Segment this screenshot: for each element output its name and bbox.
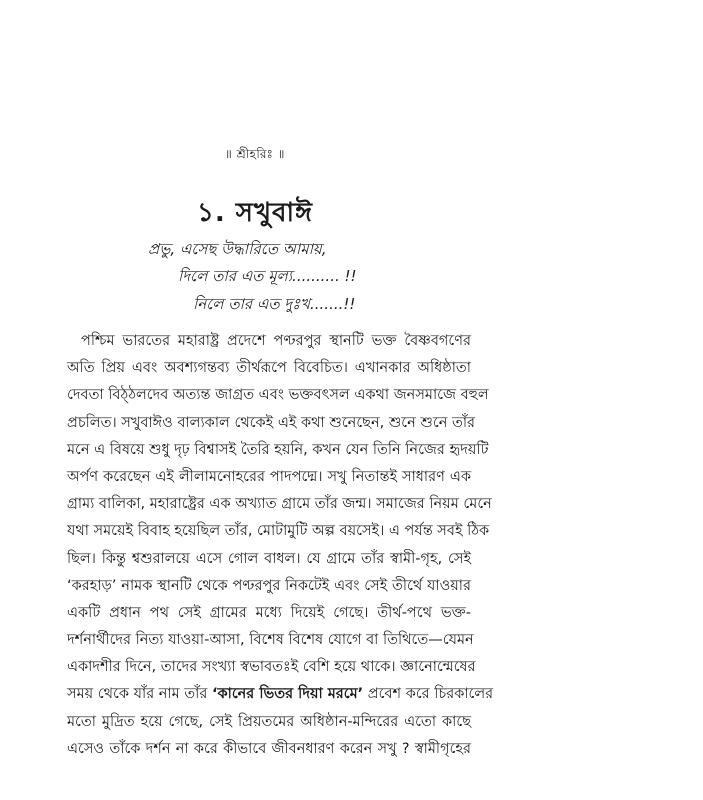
paragraph-line: একাদশীর দিনে, তাদের সংখ্যা স্বভাবতঃই বেশি হয়ে থাকে। জ্ঞানোন্মেষের [67,659,476,676]
invocation-heading: ॥ শ্রীহরিঃ ॥ [225,147,285,161]
paragraph-line: দর্শনার্থীদের নিত্য যাওয়া-আসা, বিশেষ বিশেষ যোগে বা তিথিতে—যেমন [67,632,474,649]
paragraph-line: গ্রাম্য বালিকা, মহারাষ্ট্রের এক অখ্যাত গ্রামে তাঁর জন্ম। সমাজের নিয়ম মেনে [67,496,492,513]
paragraph-line: দেবতা বিঠ্‌ঠলদেব অত্যন্ত জাগ্রত এবং ভক্তবৎসল একথা জনসমাজে বহুল [67,387,489,404]
line-lead: সময় থেকে যাঁর নাম তাঁর [67,686,212,703]
line-tail: প্রবেশ করে চিরকালের [363,686,494,703]
paragraph-line: অর্পণ করেছেন এই লীলামনোহরের পাদপদ্মে। সখু নিতান্তই সাধারণ এক [67,468,471,485]
paragraph-line: মনে এ বিষয়ে শুধু দৃঢ় বিশ্বাসই তৈরি হয়নি, কখন যেন তিনি নিজের হৃদয়টি [67,441,489,458]
paragraph-line: মতো মুদ্রিত হয়ে গেছে, সেই প্রিয়তমের অধিষ্ঠান-মন্দিরের এতো কাছে [67,713,471,730]
paragraph-line: এসেও তাঁকে দর্শন না করে কীভাবে জীবনধারণ করেন সখু ? স্বামীগৃহের [67,740,471,757]
body-paragraph [67,328,494,763]
paragraph-line: অতি প্রিয় এবং অবশ্যগন্তব্য তীর্থরূপে বিবেচিত। এখানকার অধিষ্ঠাতা [67,360,471,377]
verse-line-1: প্রভু, এসেছ উদ্ধারিতে আমায়, [148,240,327,258]
paragraph-line: প্রচলিত। সখুবাঈও বাল্যকাল থেকেই এই কথা শুনেছেন, শুনে শুনে তাঁর [67,414,476,431]
paragraph-line: ছিল। কিন্তু শ্বশুরালয়ে এসে গোল বাধল। যে গ্রামে তাঁর স্বামী-গৃহ, সেই [67,550,471,567]
chapter-title: ১. সখুবাঈ [196,198,314,228]
paragraph-line: পশ্চিম ভারতের মহারাষ্ট্র প্রদেশে পণ্ঢরপুর স্থানটি ভক্ত বৈষ্ণবগণের [81,333,471,349]
paragraph-line: একটি প্রধান পথ সেই গ্রামের মধ্যে দিয়েই গেছে। তীর্থ-পথে ভক্ত- [67,604,471,621]
paragraph-line: যথা সময়েই বিবাহ হয়েছিল তাঁর, মোটামুটি অল্প বয়সেই। এ পর্যন্ত সবই ঠিক [67,523,490,540]
paragraph-line-with-highlight [67,681,494,708]
highlight-phrase: ‘কানের ভিতর দিয়া মরমে’ [211,686,364,703]
paragraph-line: ‘করহাড়’ নামক স্থানটি থেকে পণ্ঢরপুর নিকটেই এবং সেই তীর্থে যাওয়ার [67,577,471,594]
verse-line-2: দিলে তার এত মূল্য.......... !! [178,267,357,285]
verse-line-3: নিলে তার এত দুঃখ.......!! [193,295,356,313]
